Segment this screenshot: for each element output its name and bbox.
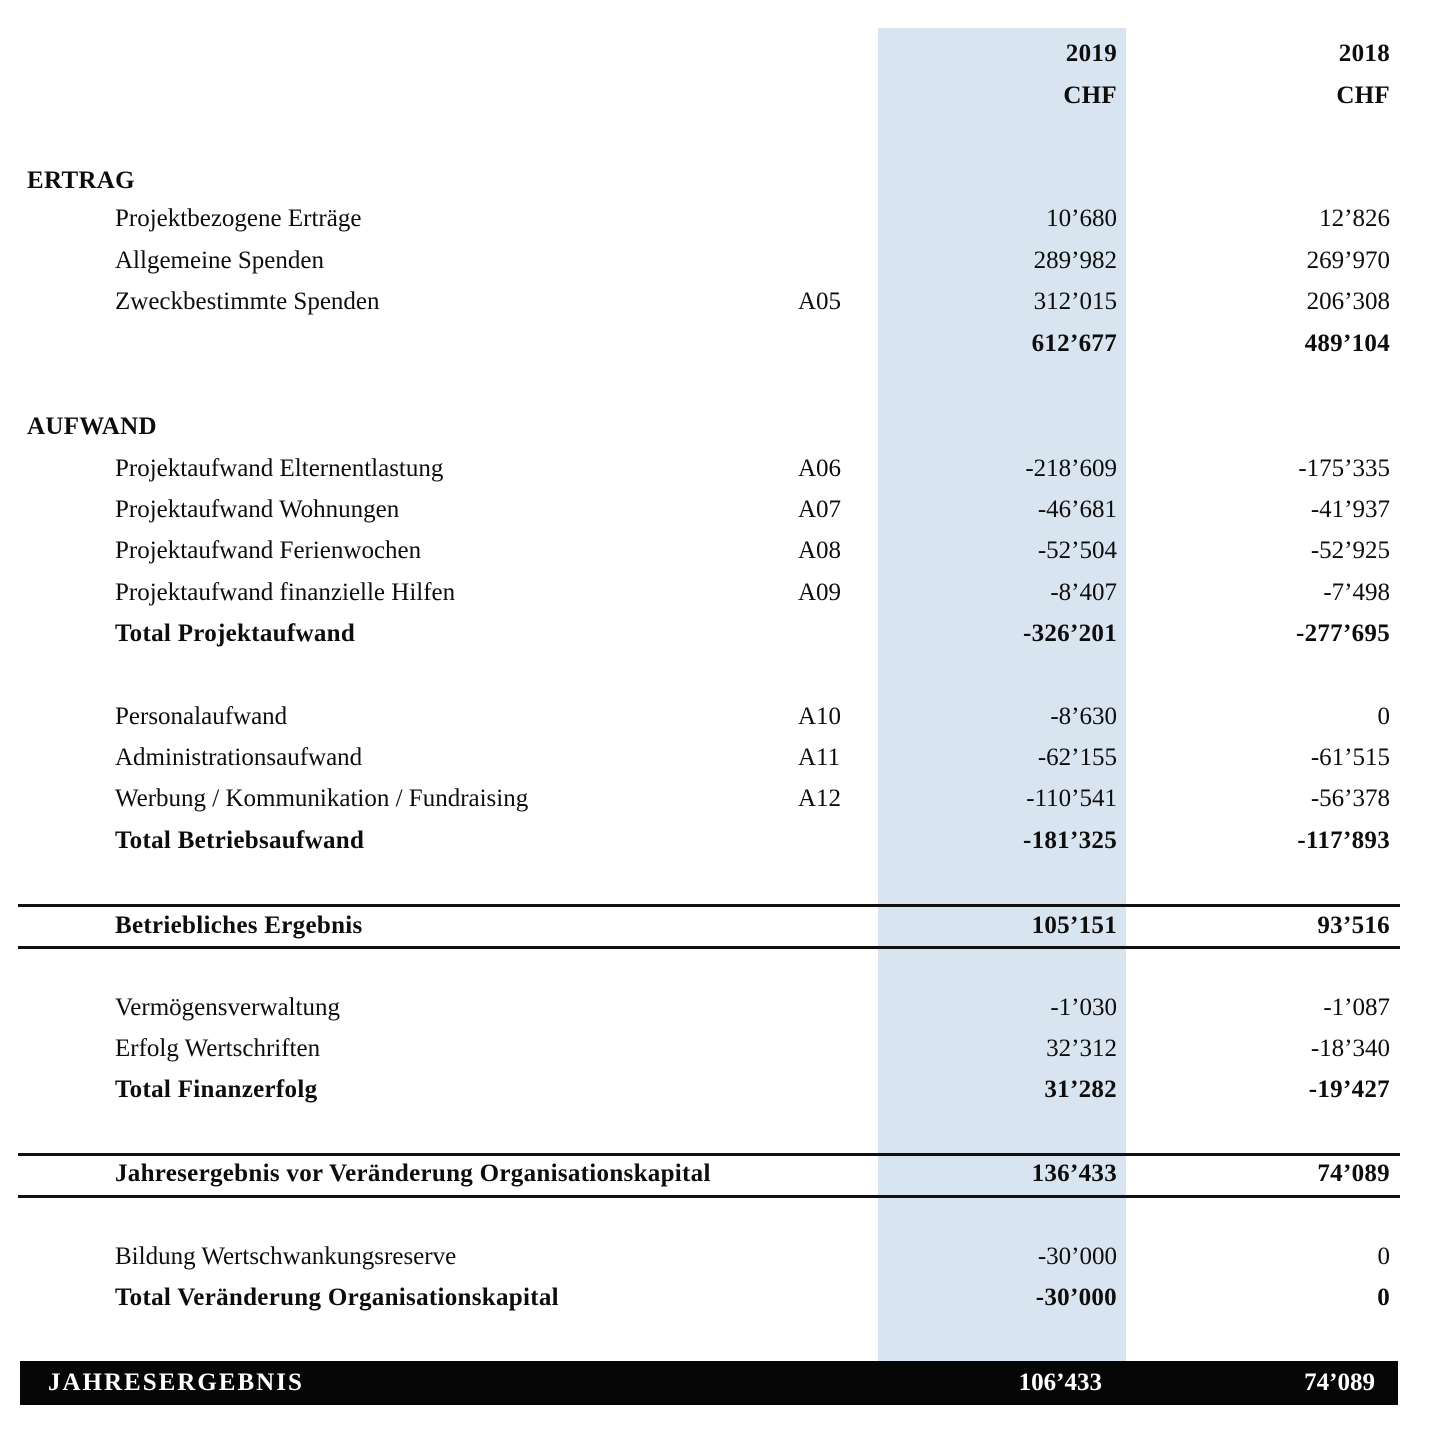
row-label: Bildung Wertschwankungsreserve xyxy=(115,1243,457,1270)
table-row xyxy=(0,988,1433,1028)
table-row-betriebliches-ergebnis xyxy=(0,906,1433,946)
value-2019: 106’433 xyxy=(1018,1369,1102,1396)
value-2018: -52’925 xyxy=(1310,537,1390,564)
value-2018: -1’087 xyxy=(1323,994,1390,1021)
value-2019: -1’030 xyxy=(1050,994,1117,1021)
row-ref: A08 xyxy=(798,537,842,564)
jahresergebnis-label: JAHRESERGEBNIS xyxy=(48,1369,304,1396)
row-label: Allgemeine Spenden xyxy=(115,247,324,274)
row-ref: A09 xyxy=(798,579,842,606)
table-row xyxy=(0,199,1433,239)
value-2018: 93’516 xyxy=(1317,912,1390,939)
row-label: Total Betriebsaufwand xyxy=(115,827,365,854)
section-aufwand xyxy=(0,407,1433,447)
value-2019: 31’282 xyxy=(1044,1076,1117,1103)
value-2019: -30’000 xyxy=(1037,1243,1117,1270)
row-label: Projektaufwand Wohnungen xyxy=(115,496,400,523)
row-label: Erfolg Wertschriften xyxy=(115,1035,321,1062)
row-label: Total Finanzerfolg xyxy=(115,1076,318,1103)
value-2019: 32’312 xyxy=(1046,1035,1117,1062)
header-currency-2019: CHF xyxy=(1063,82,1117,109)
value-2018: 0 xyxy=(1377,1243,1390,1270)
value-2019: 312’015 xyxy=(1033,288,1117,315)
value-2018: -18’340 xyxy=(1310,1035,1390,1062)
value-2019: -46’681 xyxy=(1037,496,1117,523)
table-row-subtotal-ertrag xyxy=(0,324,1433,364)
value-2018: -19’427 xyxy=(1308,1076,1390,1103)
section-ertrag xyxy=(0,161,1433,201)
value-2019: -110’541 xyxy=(1026,785,1117,812)
value-2018: -41’937 xyxy=(1310,496,1390,523)
value-2019: -52’504 xyxy=(1037,537,1117,564)
table-row xyxy=(0,697,1433,737)
value-2018: 489’104 xyxy=(1304,330,1390,357)
value-2018: 206’308 xyxy=(1306,288,1390,315)
row-label: Projektbezogene Erträge xyxy=(115,205,362,232)
row-label: Personalaufwand xyxy=(115,703,288,730)
rule-line xyxy=(18,1195,1400,1198)
row-label: Total Projektaufwand xyxy=(115,620,356,647)
header-year-2019: 2019 xyxy=(1065,40,1117,67)
jahresergebnis-bar xyxy=(20,1361,1398,1405)
section-label: ERTRAG xyxy=(27,167,135,194)
value-2018: 74’089 xyxy=(1304,1369,1375,1396)
table-row xyxy=(0,1029,1433,1069)
value-2018: 0 xyxy=(1377,703,1390,730)
table-row xyxy=(0,1237,1433,1277)
value-2019: -218’609 xyxy=(1025,455,1117,482)
value-2019: -62’155 xyxy=(1037,744,1117,771)
value-2019: -181’325 xyxy=(1022,827,1117,854)
table-row xyxy=(0,449,1433,489)
value-2018: -61’515 xyxy=(1310,744,1390,771)
row-ref: A10 xyxy=(798,703,842,730)
header-year-row xyxy=(0,34,1433,74)
table-row-total-finanzerfolg xyxy=(0,1070,1433,1110)
row-ref: A05 xyxy=(798,288,842,315)
rule-line xyxy=(18,946,1400,949)
table-row xyxy=(0,241,1433,281)
row-ref: A11 xyxy=(798,744,841,771)
section-label: AUFWAND xyxy=(27,413,157,440)
value-2019: -30’000 xyxy=(1035,1284,1117,1311)
row-label: Projektaufwand finanzielle Hilfen xyxy=(115,579,456,606)
value-2018: 0 xyxy=(1377,1284,1390,1311)
value-2019: 136’433 xyxy=(1031,1160,1117,1187)
value-2018: 269’970 xyxy=(1306,247,1390,274)
value-2018: 12’826 xyxy=(1319,205,1390,232)
row-ref: A12 xyxy=(798,785,842,812)
value-2018: -277’695 xyxy=(1295,620,1390,647)
row-label: Projektaufwand Elternentlastung xyxy=(115,455,444,482)
row-label: Administrationsaufwand xyxy=(115,744,363,771)
table-row xyxy=(0,531,1433,571)
table-row-total-projektaufwand xyxy=(0,614,1433,654)
header-currency-2018: CHF xyxy=(1336,82,1390,109)
value-2018: 74’089 xyxy=(1317,1160,1390,1187)
table-row xyxy=(0,573,1433,613)
value-2019: 10’680 xyxy=(1046,205,1117,232)
value-2019: 105’151 xyxy=(1031,912,1117,939)
table-row xyxy=(0,282,1433,322)
row-label: Vermögensverwaltung xyxy=(115,994,340,1021)
value-2018: -7’498 xyxy=(1323,579,1390,606)
row-label: Werbung / Kommunikation / Fundraising xyxy=(115,785,529,812)
value-2019: 289’982 xyxy=(1033,247,1117,274)
value-2019: -8’407 xyxy=(1050,579,1117,606)
row-label: Betriebliches Ergebnis xyxy=(115,912,363,939)
value-2018: -117’893 xyxy=(1297,827,1390,854)
value-2019: -8’630 xyxy=(1050,703,1117,730)
table-row-total-veraenderung-organisationskapital xyxy=(0,1278,1433,1318)
table-row xyxy=(0,490,1433,530)
row-label: Projektaufwand Ferienwochen xyxy=(115,537,422,564)
value-2019: 612’677 xyxy=(1031,330,1117,357)
table-row xyxy=(0,779,1433,819)
header-currency-row xyxy=(0,76,1433,116)
row-label: Zweckbestimmte Spenden xyxy=(115,288,380,315)
row-ref: A06 xyxy=(798,455,842,482)
table-row-total-betriebsaufwand xyxy=(0,821,1433,861)
row-label: Jahresergebnis vor Veränderung Organisationskapital xyxy=(115,1160,711,1187)
value-2019: -326’201 xyxy=(1022,620,1117,647)
value-2018: -56’378 xyxy=(1310,785,1390,812)
header-year-2018: 2018 xyxy=(1338,40,1390,67)
table-row-jahresergebnis-vor-veraenderung xyxy=(0,1154,1433,1194)
row-label: Total Veränderung Organisationskapital xyxy=(115,1284,559,1311)
table-row xyxy=(0,738,1433,778)
value-2018: -175’335 xyxy=(1298,455,1390,482)
row-ref: A07 xyxy=(798,496,842,523)
